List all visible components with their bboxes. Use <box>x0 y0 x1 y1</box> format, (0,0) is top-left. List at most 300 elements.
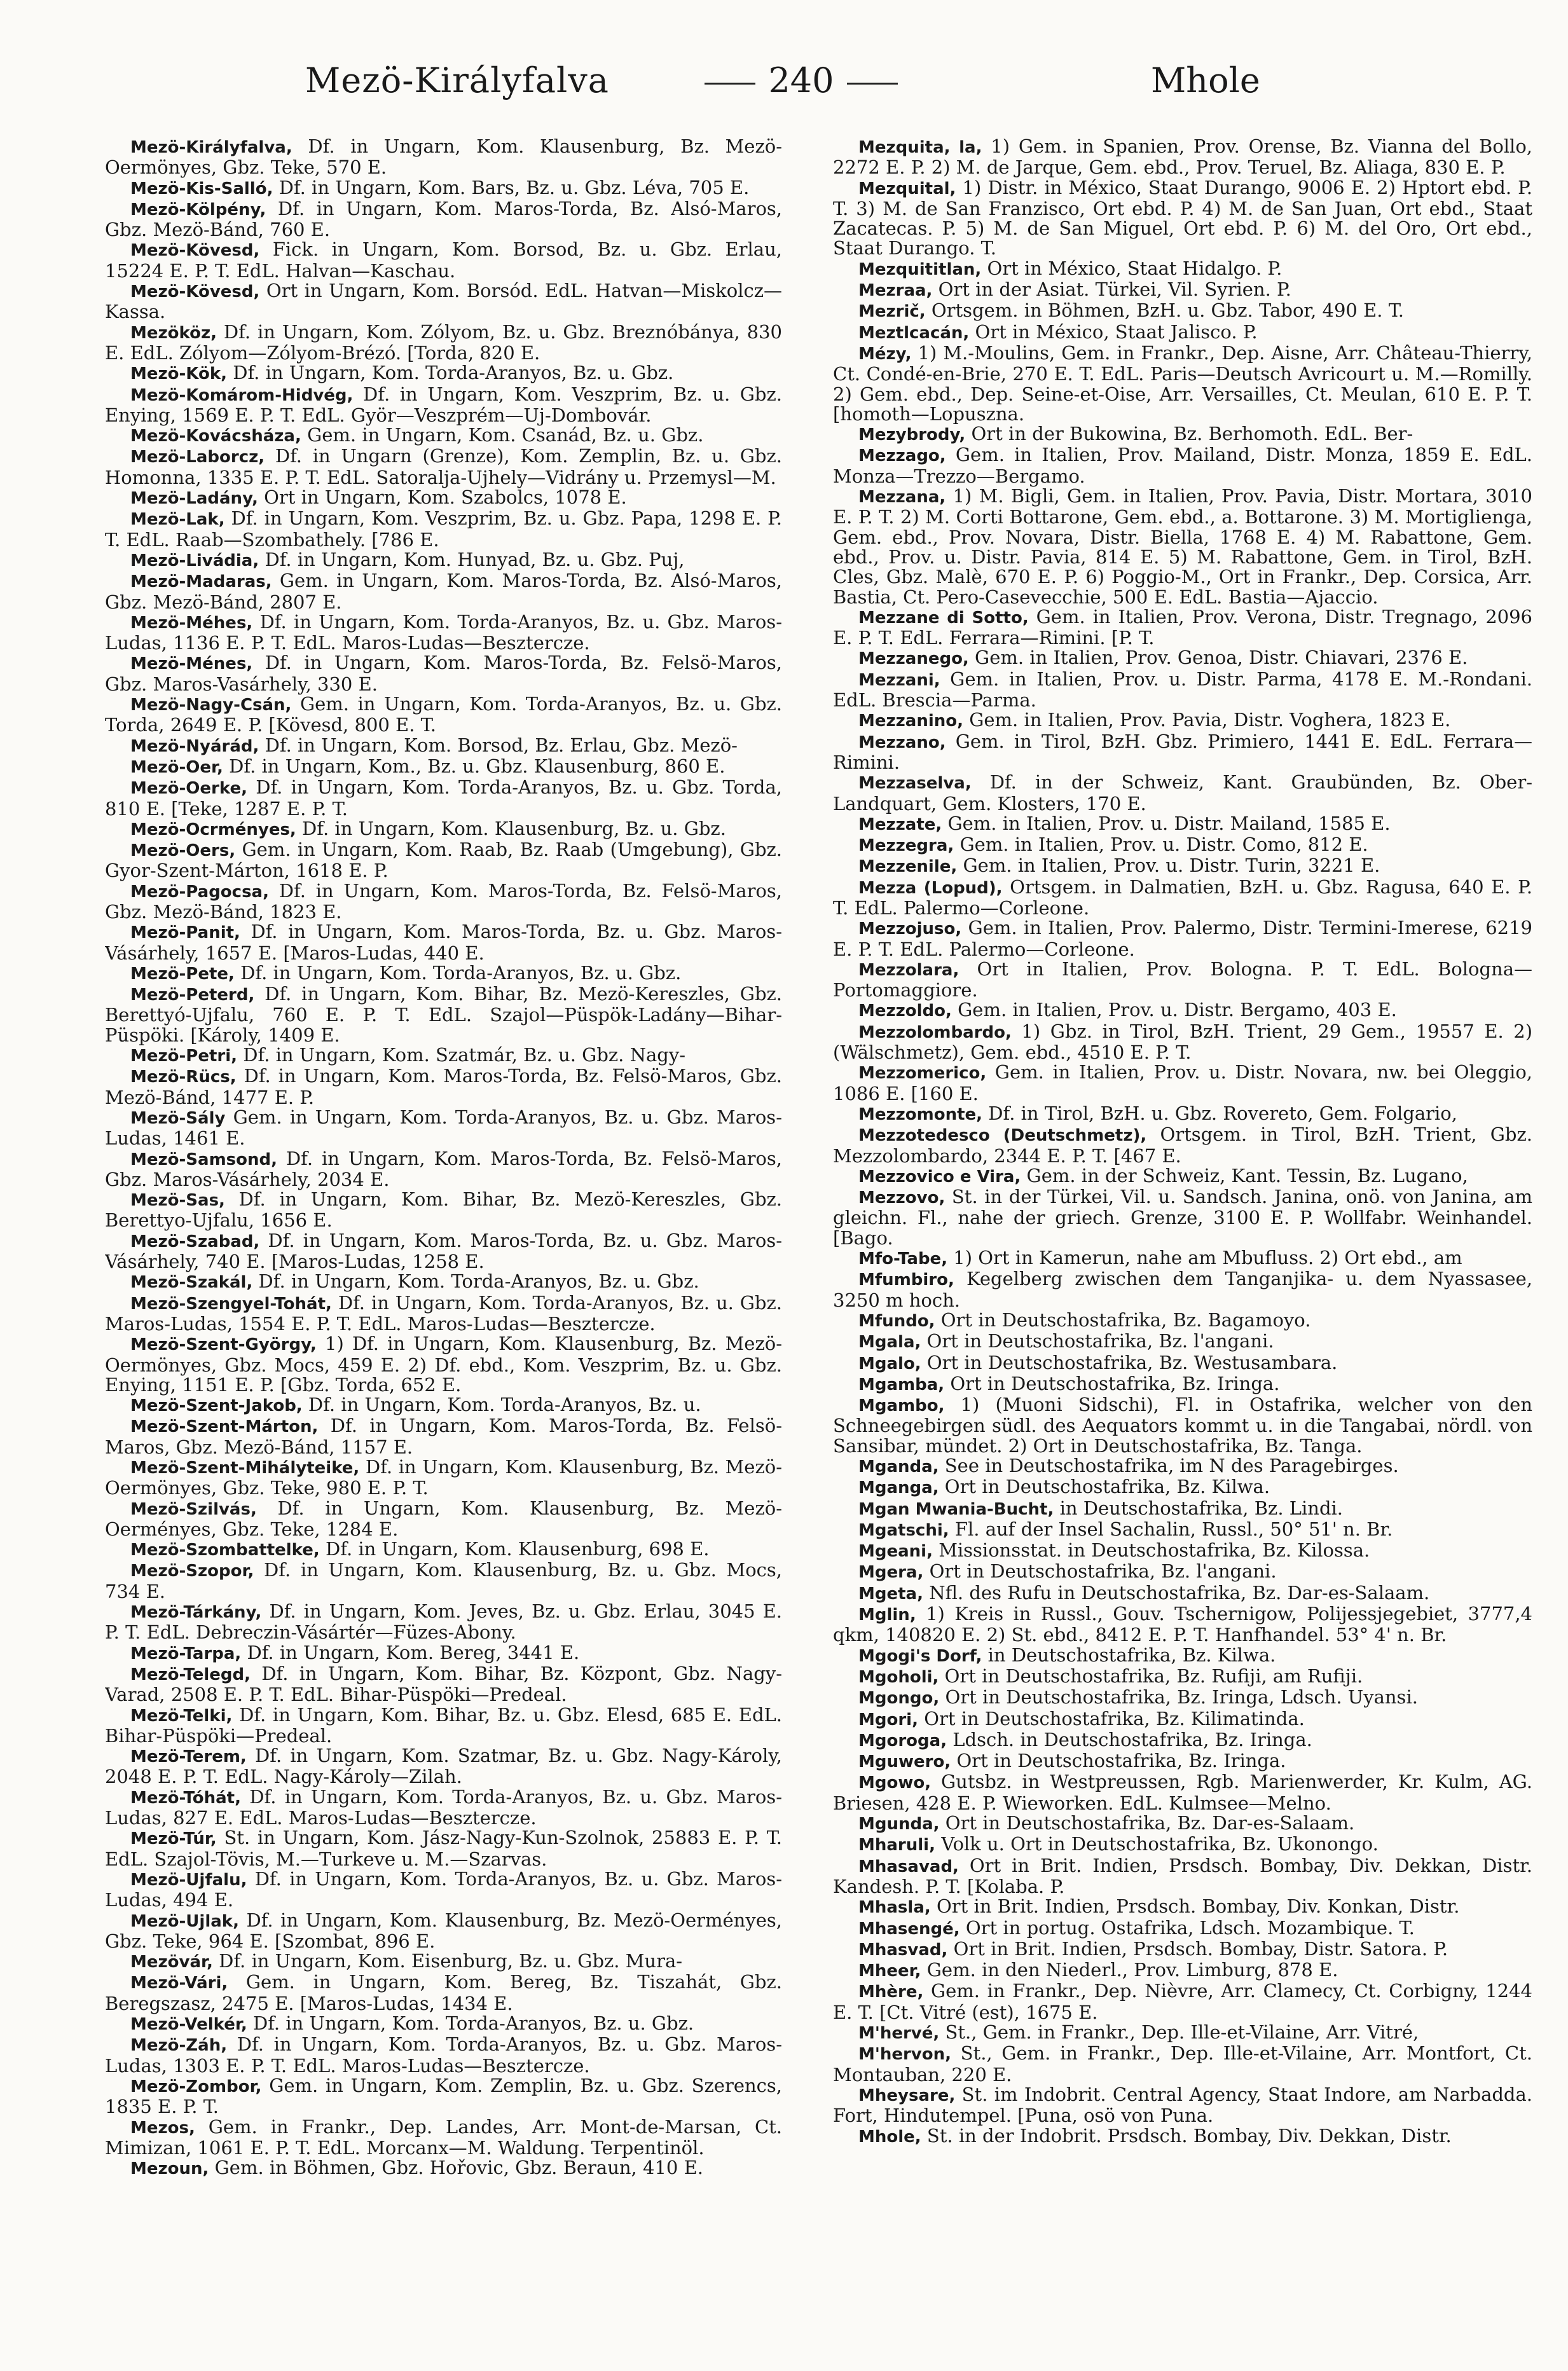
entry-body: Df. in Ungarn, Kom. Torda-Aranyos, Bz. u. Gbz. Maros-Ludas, 827 E. EdL. Maros-Ludas—Besztercze. <box>105 1785 782 1829</box>
gazetteer-entry <box>833 1813 1532 1834</box>
entry-headword: Mhasvad, <box>858 1940 948 1960</box>
entry-body: Gem. in Ungarn, Kom. Maros-Torda, Bz. Alsó-Maros, Gbz. Mezö-Bánd, 2807 E. <box>105 570 782 613</box>
gazetteer-entry <box>105 1560 782 1602</box>
entry-body: Df. in Ungarn, Kom. Torda-Aranyos, Bz. u. Gbz. Maros-Ludas, 1303 E. P. T. EdL. Maros-Ludas—Besztercze. <box>105 2033 782 2077</box>
entry-headword: Mezza (Lopud), <box>858 878 1003 898</box>
gazetteer-entry <box>105 2035 782 2076</box>
entry-headword: Mezö-Tarpa, <box>130 1644 242 1663</box>
gazetteer-entry <box>105 963 782 984</box>
gazetteer-entry <box>105 1395 782 1416</box>
entry-headword: Mezö-Tóhát, <box>130 1788 241 1808</box>
gazetteer-entry <box>833 1541 1532 1562</box>
entry-body: Ortsgem. in Tirol, BzH. Trient, Gbz. Mezzolombardo, 2344 E. P. T. [467 E. <box>833 1124 1532 1167</box>
entry-headword: Mezö-Kövesd, <box>130 241 260 261</box>
entry-headword: Mezö-Záh, <box>130 2036 228 2056</box>
gazetteer-entry <box>105 178 782 199</box>
entry-body: Df. in der Schweiz, Kant. Graubünden, Bz. Ober-Landquart, Gem. Klosters, 170 E. <box>833 771 1532 814</box>
entry-headword: Mezö-Szengyel-Tohát, <box>130 1294 332 1314</box>
entry-body: Df. in Ungarn, Kom. Torda-Aranyos, Bz. u. Gbz. <box>258 1270 699 1293</box>
entry-headword: Mgatschi, <box>858 1520 949 1540</box>
entry-headword: Mezö-Szabad, <box>130 1232 260 1251</box>
entry-body: Ort in Deutschostafrika, Bz. Dar-es-Salaam. <box>945 1812 1355 1834</box>
entry-headword: Mezö-Ujlak, <box>130 1911 239 1931</box>
entry-body: 1) Ort in Kamerun, nahe am Mbufluss. 2) Ort ebd., am <box>953 1247 1462 1269</box>
entry-headword: Mgera, <box>858 1563 924 1583</box>
gazetteer-entry <box>105 1746 782 1787</box>
entry-body: Df. in Ungarn, Kom. Veszprim, Bz. u. Gbz. Papa, 1298 E. P. T. EdL. Raab—Szombathely. [786 E. <box>105 507 782 551</box>
gazetteer-entry <box>833 1499 1532 1520</box>
entry-headword: Mezö-Ujfalu, <box>130 1870 247 1890</box>
entry-body: St. in der Indobrit. Prsdsch. Bombay, Div. Dekkan, Distr. <box>926 2124 1452 2147</box>
entry-body: Gem. in Frankr., Dep. Nièvre, Arr. Clamecy, Ct. Corbigny, 1244 E. T. [Ct. Vitré (est), 1675 E. <box>833 1980 1532 2023</box>
entry-body: Ort in Deutschostafrika, Bz. l'angani. <box>929 1560 1277 1583</box>
entry-headword: Mezö-Oer, <box>130 757 223 777</box>
gazetteer-entry <box>833 280 1532 301</box>
entry-headword: Mhère, <box>858 1983 924 2002</box>
entry-body: Ldsch. in Deutschostafrika, Bz. Iringa. <box>952 1728 1312 1750</box>
entry-body: Df. in Ungarn, Kom. Klausenburg, Bz. Mezö-Oermönyes, Gbz. Teke, 570 E. <box>105 137 782 179</box>
entry-headword: Mezzana, <box>858 488 946 507</box>
entry-body: Gem. in Italien, Prov. u. Distr. Novara, nw. bei Oleggio, 1086 E. [160 E. <box>833 1061 1532 1104</box>
gazetteer-entry <box>105 1066 782 1108</box>
entry-body: 1) (Muoni Sidschi), Fl. in Ostafrika, welcher von den Schneegebirgen südl. des Aequators kommt u. in die Tangabai, nördl. von Sansibar, mündet. 2) Ort in Deutschostafrika, Bz. Tanga. <box>833 1394 1532 1457</box>
gazetteer-entry <box>105 1828 782 1869</box>
entry-headword: Mganda, <box>858 1457 939 1476</box>
entry-body: Gem. in Ungarn, Kom. Torda-Aranyos, Bz. u. Gbz. Torda, 2649 E. P. [Kövesd, 800 E. T. <box>105 693 782 736</box>
entry-headword: Mezö-Ladány, <box>130 489 258 509</box>
gazetteer-entry <box>833 486 1532 607</box>
entry-headword: Mezö-Túr, <box>130 1829 217 1849</box>
entry-headword: Mgalo, <box>858 1354 921 1373</box>
entry-body: Ort in Ungarn, Kom. Szabolcs, 1078 E. <box>264 486 627 509</box>
entry-body: Df. in Ungarn, Kom., Bz. u. Gbz. Klausenburg, 860 E. <box>229 755 726 777</box>
gazetteer-entry <box>105 1334 782 1395</box>
entry-body: Gem. in Italien, Prov. Pavia, Distr. Voghera, 1823 E. <box>969 709 1451 731</box>
entry-body: Df. in Ungarn, Kom. Bihar, Bz. u. Gbz. Elesd, 685 E. EdL. Bihar-Püspöki—Predeal. <box>105 1703 782 1747</box>
entry-headword: Mezzaselva, <box>858 774 972 794</box>
entry-headword: Mezö-Samsond, <box>130 1150 277 1169</box>
entry-headword: Meztlcacán, <box>858 323 970 343</box>
entry-body: Gem. in Italien, Prov. u. Distr. Como, 812 E. <box>959 834 1368 856</box>
entry-headword: Mezö-Szent-György, <box>130 1335 317 1355</box>
entry-headword: Mezö-Ménes, <box>130 654 253 674</box>
entry-body: Df. in Ungarn, Kom. Torda-Aranyos, Bz. u. Gbz. <box>252 2012 694 2035</box>
entry-headword: Mharuli, <box>858 1836 935 1855</box>
entry-headword: Mezö-Kölpény, <box>130 200 266 219</box>
entry-body: Ortsgem. in Dalmatien, BzH. u. Gbz. Ragusa, 640 E. P. T. EdL. Palermo—Corleone. <box>833 876 1532 919</box>
entry-body: Df. in Ungarn, Kom. Hunyad, Bz. u. Gbz. Puj, <box>265 548 685 570</box>
entry-body: Gem. in Italien, Prov. u. Distr. Bergamo, 403 E. <box>958 999 1397 1021</box>
gazetteer-entry <box>833 1269 1532 1310</box>
entry-headword: Mezzanego, <box>858 649 969 669</box>
entry-body: Df. in Ungarn, Kom. Torda-Aranyos, Bz. u. Gbz. Maros-Ludas, 494 E. <box>105 1867 782 1911</box>
gazetteer-entry <box>105 550 782 571</box>
entry-body: Df. in Ungarn, Kom. Torda-Aranyos, Bz. u. <box>308 1394 701 1416</box>
gazetteer-entry <box>833 1310 1532 1331</box>
gazetteer-entry <box>105 2014 782 2035</box>
entry-body: Gem. in Ungarn, Kom. Csanád, Bz. u. Gbz. <box>307 424 704 446</box>
entry-body: Df. in Ungarn, Kom. Zólyom, Bz. u. Gbz. Breznóbánya, 830 E. EdL. Zólyom—Zólyom-Brézó. [Torda, 820 E. <box>105 320 782 364</box>
entry-body: Df. in Ungarn, Kom. Torda-Aranyos, Bz. u. Gbz. <box>233 362 674 384</box>
entry-headword: Mezö-Livádia, <box>130 551 259 570</box>
gazetteer-entry <box>105 2117 782 2159</box>
entry-headword: Mezzane di Sotto, <box>858 608 1029 628</box>
entry-headword: Mezö-Laborcz, <box>130 448 265 467</box>
gazetteer-entry <box>105 281 782 322</box>
gazetteer-entry <box>105 1602 782 1643</box>
gazetteer-entry <box>833 1834 1532 1855</box>
entry-body: Ort in México, Staat Jalisco. P. <box>975 320 1258 343</box>
entry-headword: Mezos, <box>130 2118 195 2138</box>
gazetteer-entry <box>105 425 782 446</box>
entry-headword: Mgambo, <box>858 1396 945 1416</box>
entry-body: Ortsgem. in Böhmen, BzH. u. Gbz. Tabor, 490 E. T. <box>931 299 1404 322</box>
gazetteer-entry <box>833 959 1532 1001</box>
entry-body: Df. in Ungarn, Kom. Bihar, Bz. Mezö-Kereszles, Gbz. Berettyo-Ujfalu, 1656 E. <box>105 1188 782 1232</box>
gazetteer-entry <box>105 1457 782 1499</box>
entry-body: Df. in Ungarn, Kom. Bereg, 3441 E. <box>247 1641 580 1663</box>
gazetteer-entry <box>105 2158 782 2179</box>
gazetteer-entry <box>833 343 1532 424</box>
entry-headword: Mezö-Madaras, <box>130 572 272 592</box>
entry-body: Df. in Ungarn, Kom. Klausenburg, Bz. u. Gbz. Mocs, 734 E. <box>105 1559 782 1602</box>
entry-headword: Mezzate, <box>858 814 942 834</box>
entry-headword: Mgoroga, <box>858 1731 947 1750</box>
entry-headword: Mezö-Szopor, <box>130 1562 254 1581</box>
entry-headword: Mezö-Szent-Jakob, <box>130 1396 303 1416</box>
page-header <box>0 60 1568 118</box>
gazetteer-entry <box>105 1664 782 1705</box>
entry-body: 1) Distr. in México, Staat Durango, 9006 E. 2) Hptort ebd. P. T. 3) M. de San Franzisco, Ort ebd. P. 4) M. de San Juan, Ort ebd., Staat Zacatecas. P. 5) M. de San Miguel, Ort ebd. P. 6) M. del Oro, Ort ebd., Staat Durango. T. <box>833 176 1532 259</box>
entry-headword: Mezö-Oers, <box>130 841 236 861</box>
entry-body: Ort in México, Staat Hidalgo. P. <box>987 257 1283 279</box>
entry-body: Ort in portug. Ostafrika, Ldsch. Mozambique. T. <box>965 1916 1415 1939</box>
entry-body: Ort in Deutschostafrika, Bz. Westusambara. <box>926 1351 1338 1373</box>
entry-body: Df. in Ungarn, Kom. Maros-Torda, Bz. Felsö-Maros, Gbz. Maros-Vasárhely, 330 E. <box>105 652 782 695</box>
gazetteer-entry <box>105 1972 782 2014</box>
entry-headword: Mezököz, <box>130 323 217 343</box>
entry-headword: Mezö-Petri, <box>130 1047 238 1066</box>
entry-body: Ort in Deutschostafrika, Bz. l'angani. <box>926 1330 1274 1352</box>
entry-headword: Mezö-Szombattelke, <box>130 1541 320 1560</box>
entry-body: Volk u. Ort in Deutschostafrika, Bz. Ukonongo. <box>941 1833 1379 1855</box>
entry-headword: Mezö-Sály <box>130 1108 226 1128</box>
entry-body: in Deutschostafrika, Bz. Kilwa. <box>987 1644 1276 1666</box>
entry-headword: Mgowo, <box>858 1773 932 1793</box>
entry-headword: Mezrič, <box>858 302 926 322</box>
entry-headword: Mezö-Kövesd, <box>130 282 260 302</box>
entry-body: Gem. in Italien, Prov. Mailand, Distr. Monza, 1859 E. EdL. Monza—Trezzo—Bergamo. <box>833 444 1532 487</box>
gazetteer-entry <box>105 240 782 281</box>
entry-body: Df. in Ungarn, Kom. Bars, Bz. u. Gbz. Léva, 705 E. <box>279 176 750 198</box>
entry-body: St., Gem. in Frankr., Dep. Ille-et-Vilaine, Arr. Montfort, Ct. Montauban, 220 E. <box>833 2042 1532 2086</box>
entry-body: St., Gem. in Frankr., Dep. Ille-et-Vilaine, Arr. Vitré, <box>945 2021 1419 2044</box>
gazetteer-entry <box>105 1045 782 1066</box>
entry-headword: Mezzanino, <box>858 711 963 731</box>
gazetteer-entry <box>833 1062 1532 1104</box>
entry-headword: Mganga, <box>858 1478 939 1498</box>
entry-headword: Mezö-Velkér, <box>130 2015 247 2035</box>
entry-body: Ort in der Bukowina, Bz. Berhomoth. EdL. Ber- <box>971 423 1413 445</box>
gazetteer-entry <box>105 1787 782 1829</box>
gazetteer-entry <box>105 984 782 1045</box>
entry-headword: Mezzegra, <box>858 836 954 856</box>
entry-body: Gem. in Ungarn, Kom. Raab, Bz. Raab (Umgebung), Gbz. Gyor-Szent-Márton, 1618 E. P. <box>105 839 782 882</box>
gazetteer-entry <box>833 1646 1532 1667</box>
gazetteer-entry <box>833 1687 1532 1708</box>
entry-headword: Mezzovo, <box>858 1188 946 1208</box>
entry-body: Ort in der Asiat. Türkei, Vil. Syrien. P. <box>938 278 1291 301</box>
gazetteer-entry <box>105 612 782 654</box>
entry-headword: Mezquita, la, <box>858 138 982 157</box>
entry-headword: Mezö-Rücs, <box>130 1068 237 1087</box>
entry-body: Ort in Deutschostafrika, Bz. Iringa. <box>956 1750 1286 1772</box>
gazetteer-entry <box>105 1951 782 1972</box>
gazetteer-entry <box>833 322 1532 343</box>
entry-body: Fl. auf der Insel Sachalin, Russl., 50° 51' n. Br. <box>954 1518 1393 1540</box>
entry-body: Gem. in Italien, Prov. u. Distr. Mailand, 1585 E. <box>947 812 1391 834</box>
entry-headword: Mezö-Peterd, <box>130 986 255 1005</box>
entry-body: 1) M. Bigli, Gem. in Italien, Prov. Pavia, Distr. Mortara, 3010 E. P. T. 2) M. Corti Bottarone, Gem. ebd., a. Bottarone. 3) M. Mortiglienga, Gem. ebd., Prov. Novara, Distr. Biella, 1768 E. 4) M. Rabattone, Gem. ebd., Prov. u. Distr. Pavia, 814 E. 5) M. Rabattone, Gem. in Tirol, BzH. Cles, Gbz. Malè, 670 E. P. 6) Poggio-M., Ort in Frankr., Dep. Corsica, Arr. Bastia, Ct. Pero-Casevecchie, 500 E. EdL. Bastia—Ajaccio. <box>833 485 1532 608</box>
entry-body: Df. in Ungarn, Kom. Klausenburg, Bz. Mezö-Oerményes, Gbz. Teke, 964 E. [Szombat, 896 E. <box>105 1909 782 1952</box>
entry-body: Gem. in Böhmen, Gbz. Hořovic, Gbz. Beraun, 410 E. <box>214 2157 703 2179</box>
gazetteer-entry <box>105 1231 782 1272</box>
gazetteer-entry <box>105 1705 782 1747</box>
entry-headword: Mgori, <box>858 1710 918 1729</box>
entry-body: Df. in Ungarn, Kom. Bihar, Bz. Mezö-Kereszles, Gbz. Berettyó-Ujfalu, 760 E. P. T. EdL. Szajol—Püspök-Ladány—Bihar-Püspöki. [Károly, 1409 E. <box>105 983 782 1046</box>
gazetteer-entry <box>833 1374 1532 1395</box>
entry-headword: Mezzomonte, <box>858 1104 983 1124</box>
entry-headword: Mgoholi, <box>858 1667 939 1687</box>
entry-body: Df. in Ungarn, Kom. Torda-Aranyos, Bz. u. Gbz. Maros-Ludas, 1554 E. P. T. EdL. Maros-Ludas—Besztercze. <box>105 1291 782 1335</box>
entry-headword: Mhasengé, <box>858 1919 960 1939</box>
gazetteer-entry <box>833 773 1532 814</box>
entry-headword: Mezzolara, <box>858 960 959 980</box>
entry-body: Gem. in den Niederl., Prov. Limburg, 878 E. <box>926 1959 1338 1981</box>
entry-body: Df. in Ungarn, Kom. Maros-Torda, Bz. Felsö-Maros, Gbz. Mezö-Bánd, 1477 E. P. <box>105 1065 782 1108</box>
gazetteer-entry <box>833 732 1532 773</box>
header-right-title: Mhole <box>1151 60 1260 100</box>
entry-body: 1) M.-Moulins, Gem. in Frankr., Dep. Aisne, Arr. Château-Thierry, Ct. Condé-en-Brie, 270 E. T. EdL. Paris—Deutsch Avricourt u. M.—Romilly. 2) Gem. ebd., Dep. Seine-et-Oise, Arr. Versailles, Ct. Meulan, 610 E. P. T. [homoth—Lopuszna. <box>833 341 1532 425</box>
entry-headword: Mgunda, <box>858 1815 940 1834</box>
entry-body: Kegelberg zwischen dem Tanganjika- u. dem Nyassasee, 3250 m hoch. <box>833 1268 1532 1311</box>
gazetteer-entry <box>105 1190 782 1231</box>
entry-body: Df. in Ungarn, Kom. Maros-Torda, Bz. Alsó-Maros, Gbz. Mezö-Bánd, 760 E. <box>105 197 782 241</box>
entry-body: 1) Gbz. in Tirol, BzH. Trient, 29 Gem., 19557 E. 2) (Wälschmetz), Gem. ebd., 4510 E. P. T. <box>833 1020 1532 1064</box>
entry-headword: Mezö-Telki, <box>130 1706 233 1726</box>
entry-body: Df. in Ungarn, Kom. Maros-Torda, Bz. Felsö-Maros, Gbz. Maros-Vásárhely, 2034 E. <box>105 1147 782 1190</box>
gazetteer-entry <box>833 1939 1532 1960</box>
gazetteer-entry <box>833 670 1532 711</box>
entry-headword: Mezö-Oerke, <box>130 779 247 799</box>
gazetteer-entry <box>105 488 782 509</box>
entry-body: Ort in Deutschostafrika, Bz. Kilimatinda. <box>924 1707 1305 1729</box>
entry-headword: Mezö-Lak, <box>130 510 225 530</box>
gazetteer-entry <box>833 710 1532 731</box>
entry-headword: Mezzoldo, <box>858 1001 952 1021</box>
entry-headword: Mezö-Kis-Salló, <box>130 179 273 198</box>
entry-body: Ort in Italien, Prov. Bologna. P. T. EdL. Bologna—Portomaggiore. <box>833 958 1532 1001</box>
gazetteer-entry <box>833 1520 1532 1541</box>
entry-headword: Mezö-Ocrményes, <box>130 820 296 839</box>
gazetteer-entry <box>833 1562 1532 1583</box>
entry-headword: Mezö-Telegd, <box>130 1665 251 1684</box>
entry-body: Df. in Ungarn, Kom. Veszprim, Bz. u. Gbz. Enying, 1569 E. P. T. EdL. Györ—Veszprém—Uj-Dombovár. <box>105 383 782 426</box>
entry-body: Df. in Ungarn, Kom. Klausenburg, Bz. Mezö-Oerményes, Gbz. Teke, 1284 E. <box>105 1497 782 1540</box>
gazetteer-entry <box>105 819 782 840</box>
gazetteer-entry <box>833 1960 1532 1981</box>
entry-body: Ort in Deutschostafrika, Bz. Rufiji, am Rufiji. <box>944 1665 1363 1687</box>
entry-body: Ort in Deutschostafrika, Bz. Bagamoyo. <box>940 1309 1311 1331</box>
entry-body: Df. in Ungarn, Kom. Klausenburg, Bz. u. Gbz. <box>302 817 726 839</box>
entry-headword: Mezö-Pagocsa, <box>130 882 269 902</box>
entry-headword: Mezö-Szilvás, <box>130 1499 257 1519</box>
entry-body: Gem. in Italien, Prov. u. Distr. Turin, 3221 E. <box>963 855 1380 877</box>
gazetteer-entry <box>105 922 782 963</box>
entry-headword: Mezzovico e Vira, <box>858 1167 1021 1186</box>
gazetteer-entry <box>105 446 782 488</box>
entry-headword: Mezzani, <box>858 670 940 690</box>
gazetteer-entry <box>833 1331 1532 1352</box>
entry-body: Df. in Ungarn (Grenze), Kom. Zemplin, Bz. u. Gbz. Homonna, 1335 E. P. T. EdL. Satoralja-Ujhely—Vidrány u. Przemysl—M. <box>105 445 782 488</box>
gazetteer-entry <box>833 648 1532 669</box>
entry-body: Ort in Brit. Indien, Prsdsch. Bombay, Div. Konkan, Distr. <box>936 1895 1460 1918</box>
entry-body: Df. in Ungarn, Kom. Borsod, Bz. Erlau, Gbz. Mezö- <box>265 734 738 756</box>
entry-headword: Mezö-Tárkány, <box>130 1603 262 1623</box>
entry-headword: Mezö-Szent-Márton, <box>130 1417 319 1437</box>
gazetteer-entry <box>833 1000 1532 1021</box>
entry-body: Df. in Ungarn, Kom. Maros-Torda, Bz. Felsö-Maros, Gbz. Mezö-Bánd, 1157 E. <box>105 1415 782 1458</box>
gazetteer-entry <box>105 1416 782 1457</box>
gazetteer-entry <box>105 1869 782 1911</box>
gazetteer-entry <box>833 856 1532 877</box>
entry-headword: Mezybrody, <box>858 425 966 445</box>
gazetteer-entry <box>105 1293 782 1335</box>
entry-headword: Mezö-Kök, <box>130 364 228 384</box>
gazetteer-entry <box>833 1125 1532 1166</box>
entry-headword: Mgeta, <box>858 1584 923 1604</box>
entry-body: 1) Gem. in Spanien, Prov. Orense, Bz. Vianna del Bollo, 2272 E. P. 2) M. de Jarque, Gem. ebd., Prov. Teruel, Bz. Aliaga, 830 E. P. <box>833 137 1532 179</box>
gazetteer-entry <box>105 363 782 384</box>
entry-body: Df. in Ungarn, Kom. Eisenburg, Bz. u. Gbz. Mura- <box>219 1950 683 1972</box>
gazetteer-entry <box>105 840 782 881</box>
entry-headword: Mezö-Zombor, <box>130 2077 262 2096</box>
gazetteer-entry <box>833 424 1532 445</box>
gazetteer-entry <box>833 2085 1532 2126</box>
entry-body: Gem. in Tirol, BzH. Gbz. Primiero, 1441 E. EdL. Ferrara—Rimini. <box>833 730 1532 773</box>
entry-body: 1) Df. in Ungarn, Kom. Klausenburg, Bz. Mezö-Oermönyes, Gbz. Mocs, 459 E. 2) Df. ebd., Kom. Veszprim, Bz. u. Gbz. Enying, 1151 E. P. [Gbz. Torda, 652 E. <box>105 1333 782 1396</box>
gazetteer-entry <box>105 778 782 819</box>
entry-body: Gem. in Ungarn, Kom. Zemplin, Bz. u. Gbz. Szerencs, 1835 E. P. T. <box>105 2074 782 2118</box>
entry-body: Gem. in Italien, Prov. Verona, Distr. Tregnago, 2096 E. P. T. EdL. Ferrara—Rimini. [P. T. <box>833 605 1532 649</box>
entry-headword: Mezö-Komárom-Hidvég, <box>130 385 354 405</box>
entry-headword: Mezö-Kovácsháza, <box>130 427 301 446</box>
entry-body: Df. in Ungarn, Kom. Maros-Torda, Bz. Felsö-Maros, Gbz. Mezö-Bánd, 1823 E. <box>105 879 782 923</box>
entry-body: Df. in Ungarn, Kom. Jeves, Bz. u. Gbz. Erlau, 3045 E. P. T. EdL. Debreczin-Vásártér—Füzes-Abony. <box>105 1600 782 1644</box>
entry-headword: Mezö-Panit, <box>130 923 240 943</box>
gazetteer-entry <box>833 445 1532 486</box>
entry-body: Df. in Ungarn, Kom. Torda-Aranyos, Bz. u. Gbz. Maros-Ludas, 1136 E. P. T. EdL. Maros-Ludas—Besztercze. <box>105 610 782 654</box>
gazetteer-entry <box>833 1709 1532 1730</box>
gazetteer-entry <box>833 2126 1532 2147</box>
gazetteer-entry <box>833 1353 1532 1374</box>
entry-body: Nfl. des Rufu in Deutschostafrika, Bz. Dar-es-Salaam. <box>929 1581 1430 1604</box>
entry-body: See in Deutschostafrika, im N des Paragebirges. <box>944 1455 1399 1476</box>
gazetteer-entry <box>833 1022 1532 1063</box>
gazetteer-entry <box>105 1539 782 1560</box>
entry-headword: Mheer, <box>858 1962 921 1981</box>
gazetteer-entry <box>833 1456 1532 1477</box>
gazetteer-entry <box>105 1108 782 1149</box>
entry-headword: Mezö-Nagy-Csán, <box>130 696 292 715</box>
entry-body: Df. in Ungarn, Kom. Torda-Aranyos, Bz. u. Gbz. Torda, 810 E. [Teke, 1287 E. P. T. <box>105 776 782 820</box>
page-number: 240 <box>768 60 834 100</box>
gazetteer-entry <box>833 1918 1532 1939</box>
gazetteer-entry <box>105 881 782 923</box>
entry-headword: Mheysare, <box>858 2086 956 2105</box>
gazetteer-entry <box>833 1477 1532 1498</box>
entry-headword: Mezzotedesco (Deutschmetz), <box>858 1126 1147 1146</box>
entry-headword: Mézy, <box>858 344 912 364</box>
entry-headword: Mezzenile, <box>858 857 958 877</box>
entry-headword: Mgongo, <box>858 1689 940 1708</box>
entry-body: Gem. in Frankr., Dep. Landes, Arr. Mont-de-Marsan, Ct. Mimizan, 1061 E. P. T. EdL. Morcanx—M. Waldung. Terpentinöl. <box>105 2115 782 2159</box>
entry-headword: Mezö-Szent-Mihályteike, <box>130 1459 360 1478</box>
gazetteer-entry <box>105 571 782 612</box>
entry-headword: Mgeani, <box>858 1542 933 1562</box>
right-column <box>833 137 1532 2324</box>
entry-body: Ort in Brit. Indien, Prsdsch. Bombay, Div. Dekkan, Distr. Kandesh. P. T. [Kolaba. P. <box>833 1854 1532 1897</box>
gazetteer-entry <box>105 385 782 426</box>
gazetteer-entry <box>833 259 1532 280</box>
gazetteer-entry <box>833 1897 1532 1918</box>
entry-headword: M'hervé, <box>858 2024 940 2044</box>
entry-headword: Mezzano, <box>858 732 946 752</box>
header-page-number-block <box>687 60 916 100</box>
entry-headword: Mezövár, <box>130 1953 213 1972</box>
entry-body: Df. in Ungarn, Kom. Szatmar, Bz. u. Gbz. Nagy-Károly, 2048 E. P. T. EdL. Nagy-Károly—Zilah. <box>105 1745 782 1788</box>
entry-body: Ort in Deutschostafrika, Bz. Iringa, Ldsch. Uyansi. <box>945 1686 1418 1708</box>
entry-headword: Mezzolombardo, <box>858 1022 1012 1042</box>
entry-headword: Mglin, <box>858 1605 916 1625</box>
gazetteer-entry <box>105 509 782 550</box>
entry-body: Df. in Ungarn, Kom. Klausenburg, 698 E. <box>326 1538 710 1560</box>
entry-body: Gutsbz. in Westpreussen, Rgb. Marienwerder, Kr. Kulm, AG. Briesen, 428 E. P. Wieworken. EdL. Kulmsee—Melno. <box>833 1771 1532 1814</box>
gazetteer-entry <box>105 1643 782 1664</box>
gazetteer-entry <box>833 2023 1532 2044</box>
entry-body: Df. in Ungarn, Kom. Maros-Torda, Bz. u. Gbz. Maros-Vásárhely, 1657 E. [Maros-Ludas, 440 E. <box>105 921 782 964</box>
gazetteer-entry <box>833 1395 1532 1456</box>
gazetteer-entry <box>105 1149 782 1190</box>
entry-body: Fick. in Ungarn, Kom. Borsod, Bz. u. Gbz. Erlau, 15224 E. P. T. EdL. Halvan—Kaschau. <box>105 238 782 282</box>
gazetteer-entry <box>833 607 1532 649</box>
header-left-title: Mezö-Királyfalva <box>305 60 610 100</box>
entry-headword: Mgala, <box>858 1333 921 1352</box>
gazetteer-entry <box>105 199 782 240</box>
gazetteer-entry <box>833 1856 1532 1897</box>
gazetteer-entry <box>833 1104 1532 1125</box>
entry-headword: Mezraa, <box>858 281 933 301</box>
entry-headword: Mezzago, <box>858 446 946 466</box>
entry-headword: Mezoun, <box>130 2159 209 2179</box>
entry-body: Gem. in Ungarn, Kom. Bereg, Bz. Tiszahát, Gbz. Beregszasz, 2475 E. [Maros-Ludas, 1434 E. <box>105 1971 782 2014</box>
entry-headword: Mezö-Vári, <box>130 1974 228 1993</box>
entry-headword: Mezö-Nyárád, <box>130 736 259 756</box>
gazetteer-entry <box>833 1667 1532 1687</box>
gazetteer-entry <box>105 322 782 364</box>
gazetteer-entry <box>833 814 1532 835</box>
entry-body: Gem. in Italien, Prov. u. Distr. Parma, 4178 E. M.-Rondani. EdL. Brescia—Parma. <box>833 668 1532 711</box>
